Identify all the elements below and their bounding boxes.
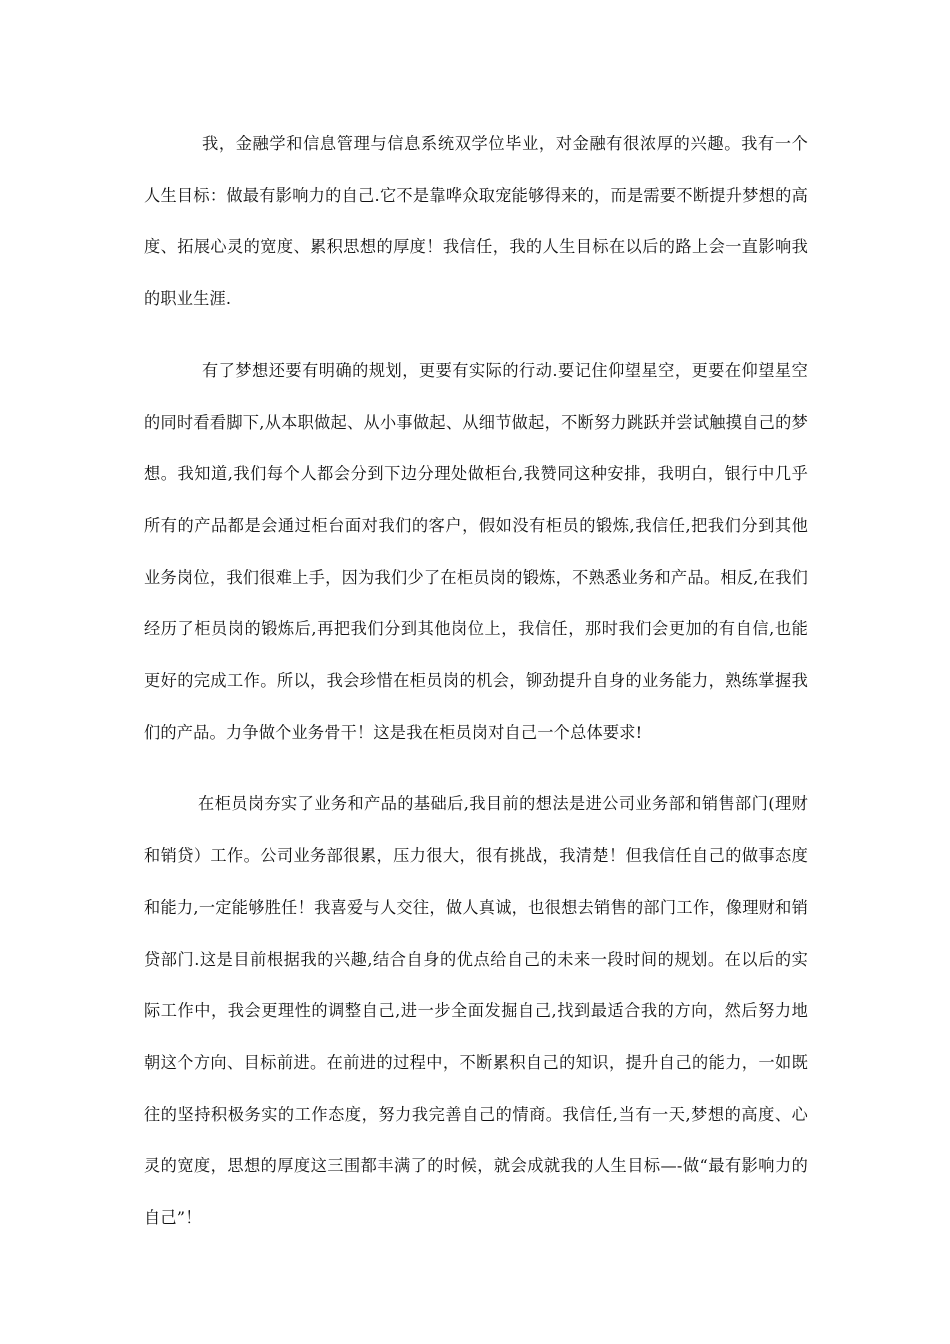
paragraph-career-goal: 我，金融学和信息管理与信息系统双学位毕业，对金融有很浓厚的兴趣。我有一个人生目标：做最有影响力的自己.它不是靠哗众取宠能够得来的，而是需要不断提升梦想的高度、拓展心灵的宽度、累积思想的厚度！我信任，我的人生目标在以后的路上会一直影响我的职业生涯. — [144, 134, 808, 309]
paragraph-teller-plan: 有了梦想还要有明确的规划，更要有实际的行动.要记住仰望星空，更要在仰望星空的同时看看脚下,从本职做起、从小事做起、从细节做起，不断努力跳跃并尝试触摸自己的梦想。我知道,我们每个人都会分到下边分理处做柜台,我赞同这种安排，我明白，银行中几乎所有的产品都是会通过柜台面对我们的客户，假如没有柜员的锻炼,我信任,把我们分到其他业务岗位，我们很难上手，因为我们少了在柜员岗的锻炼，不熟悉业务和产品。相反,在我们经历了柜员岗的锻炼后,再把我们分到其他岗位上，我信任，那时我们会更加的有自信,也能更好的完成工作。所以，我会珍惜在柜员岗的机会，铆劲提升自身的业务能力，熟练掌握我们的产品。力争做个业务骨干！这是我在柜员岗对自己一个总体要求! — [144, 360, 808, 742]
document-body — [144, 118, 808, 1244]
paragraph-future-plan: 在柜员岗夯实了业务和产品的基础后,我目前的想法是进公司业务部和销售部门(理财和销贷）工作。公司业务部很累，压力很大，很有挑战，我清楚！但我信任自己的做事态度和能力,一定能够胜任！我喜爱与人交往，做人真诚，也很想去销售的部门工作，像理财和销贷部门.这是目前根据我的兴趣,结合自身的优点给自己的未来一段时间的规划。在以后的实际工作中，我会更理性的调整自己,进一步全面发掘自己,找到最适合我的方向，然后努力地朝这个方向、目标前进。在前进的过程中，不断累积自己的知识，提升自己的能力，一如既往的坚持积极务实的工作态度，努力我完善自己的情商。我信任,当有一天,梦想的高度、心灵的宽度，思想的厚度这三围都丰满了的时候，就会成就我的人生目标—-做“最有影响力的自己”！ — [144, 794, 808, 1228]
